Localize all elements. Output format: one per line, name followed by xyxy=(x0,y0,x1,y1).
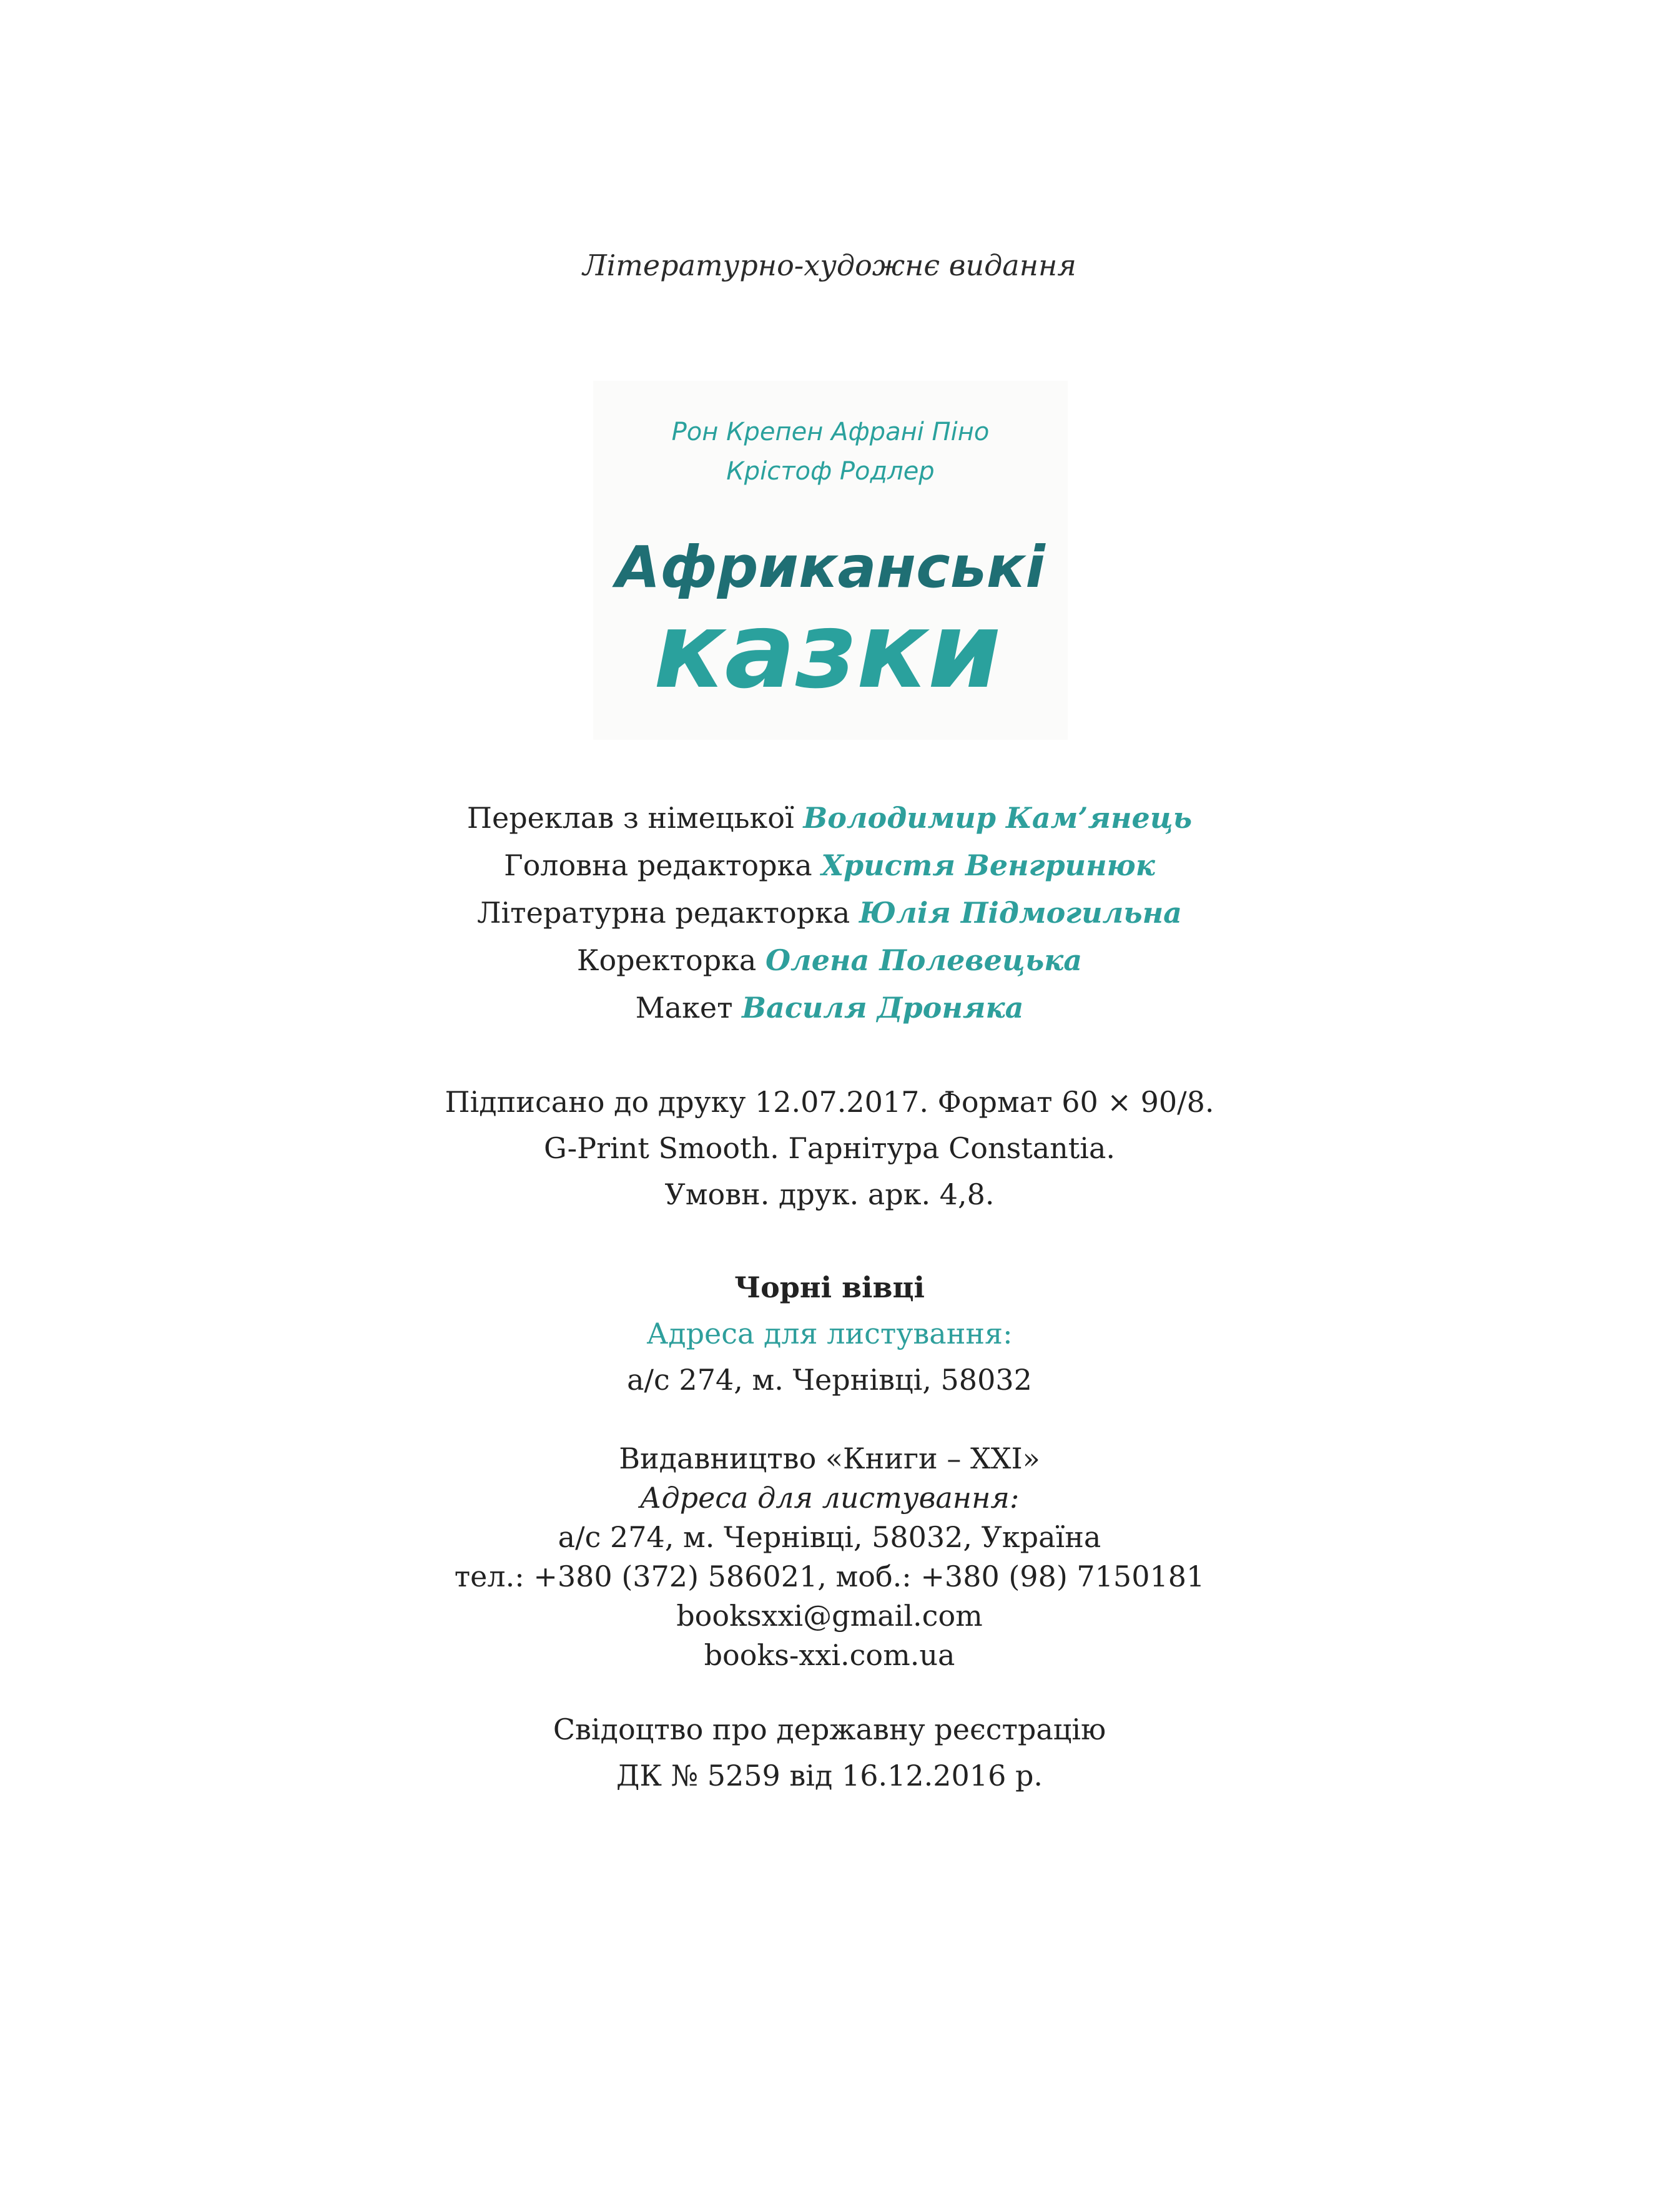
logo-title-word1: Африканські xyxy=(616,534,1045,601)
press-address: а/с 274, м. Чернівці, 58032, Україна xyxy=(558,1520,1101,1554)
credit-translator xyxy=(0,794,1659,842)
credit-role: Головна редакторка xyxy=(504,848,812,882)
credit-role: Макет xyxy=(635,991,733,1025)
credit-name: Христя Венгринюк xyxy=(821,848,1155,882)
credit-layout xyxy=(0,984,1659,1031)
credit-chief-editor xyxy=(0,842,1659,889)
certificate-number: ДК № 5259 від 16.12.2016 р. xyxy=(616,1759,1043,1792)
credit-proofreader xyxy=(0,936,1659,984)
press-phones: тел.: +380 (372) 586021, моб.: +380 (98) 7150181 xyxy=(454,1560,1205,1593)
credit-name: Олена Полевецька xyxy=(765,943,1083,977)
credit-name: Юлія Підмогильна xyxy=(859,896,1182,930)
imprint-block xyxy=(0,1079,1659,1217)
credit-literary-editor xyxy=(0,889,1659,936)
credit-role: Переклав з німецької xyxy=(466,801,794,835)
credit-role: Літературна редакторка xyxy=(477,896,850,930)
credit-name: Василя Дроняка xyxy=(742,991,1024,1025)
credit-role: Коректорка xyxy=(576,943,757,977)
press-block xyxy=(0,1439,1659,1675)
press-address-label: Адреса для листування: xyxy=(639,1481,1020,1515)
press-name: Видавництво «Книги – ХХІ» xyxy=(619,1442,1040,1475)
logo-authors-line2: Крістоф Родлер xyxy=(726,457,935,486)
publisher-address-label: Адреса для листування: xyxy=(646,1317,1013,1350)
book-cover-logo xyxy=(593,381,1068,740)
imprint-paper-typeface: G-Print Smooth. Гарнітура Constantia. xyxy=(543,1131,1115,1165)
logo-lettering xyxy=(593,381,1068,740)
certificate-block xyxy=(0,1706,1659,1799)
certificate-title: Свідоцтво про державну реєстрацію xyxy=(553,1713,1106,1746)
genre-label: Літературно-художнє видання xyxy=(583,248,1076,282)
logo-authors-line1: Рон Крепен Афрані Піно xyxy=(671,418,990,446)
imprint-signed-format: Підписано до друку 12.07.2017. Формат 60 × 90/8. xyxy=(445,1085,1214,1119)
imprint-sheets: Умовн. друк. арк. 4,8. xyxy=(664,1177,995,1211)
publisher-name: Чорні вівці xyxy=(734,1271,925,1304)
press-email: booksxxi@gmail.com xyxy=(676,1599,983,1633)
publisher-block xyxy=(0,1264,1659,1403)
credits-block xyxy=(0,794,1659,1031)
logo-title-word2: казки xyxy=(653,589,1002,712)
press-website: books-xxi.com.ua xyxy=(704,1638,955,1672)
publisher-address: а/с 274, м. Чернівці, 58032 xyxy=(627,1363,1032,1397)
credit-name: Володимир Кам’янець xyxy=(803,801,1193,835)
